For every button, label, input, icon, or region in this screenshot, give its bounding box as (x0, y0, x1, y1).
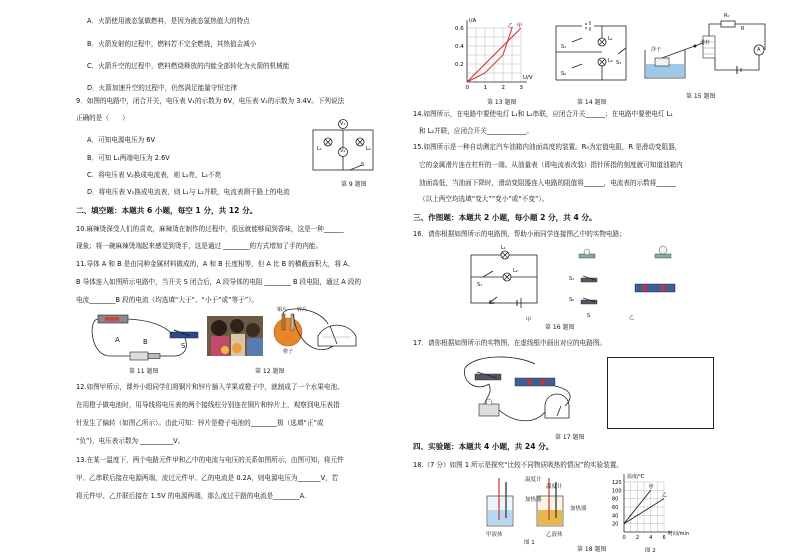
fig18-y-tick: 60 (612, 505, 619, 511)
q12-line3: 针发生了偏转（如图乙所示）。由此可知：锌片是橙子电池的________极（选填“正”或 (76, 419, 324, 427)
fig15-label-slide: 滑杆 (700, 40, 711, 46)
fig13-caption: 第 13 题图 (487, 99, 517, 106)
fig13-x-label: U/V (523, 75, 533, 81)
fig18-y-label: 温度/℃ (627, 474, 645, 480)
section2-heading: 二、填空题：本题共 6 小题，每空 1 分，共 12 分。 (76, 206, 258, 215)
q15-line4: （以上两空均选填“变大”“变小”或“不变”）。 (419, 195, 549, 203)
fig16-label-yi: 乙 (629, 315, 635, 321)
fig18-x-tick: 6 (662, 535, 666, 541)
fig17-answer-box (607, 357, 714, 429)
q11-line1: 11.导体 A 和 B 是由同种金属材料做成的，A 和 B 长度相等，但 A 比 B 的横截面积大，将 A、 (76, 260, 355, 268)
fig13-y-tick: 0.4 (455, 44, 464, 50)
q18-stem: 18.（7 分）如图 1 所示是探究“比较不同物质吸热的情况”的实验装置。 (413, 461, 624, 469)
fig11-label-s: S (181, 342, 186, 350)
fig18-series-label: 乙 (662, 492, 668, 499)
fig9-label-s: S (361, 162, 365, 168)
fig18-label-heater-a: 加热器 (525, 497, 542, 503)
fig13-series-label: 甲 (517, 23, 523, 29)
fig15-label-r0: R₀ (724, 13, 730, 19)
fig18-x-tick: 4 (649, 535, 653, 541)
fig15-label-float: 浮子 (651, 47, 662, 53)
fig18-caption: 第 18 题图 (577, 546, 607, 553)
fig12-orange-battery (268, 310, 358, 365)
fig16-label-rb: S₂ (569, 297, 575, 303)
q13-line3: 将元件甲、乙并联后接在 1.5V 的电源两端，那么流过干路的电流是________A. (76, 492, 307, 500)
q15-line3: 油面高低，当油面下降时，滑动变阻器连入电路的阻值将______，电流表的示数将______ (419, 179, 677, 187)
q12-line1: 12.如图甲所示，课外小组同学们将铜片和锌片插入苹果或橙子中，就制成了一个水果电池。 (76, 383, 344, 391)
fig15-fuel-gauge (641, 20, 767, 86)
fig12-students-photo (207, 316, 263, 356)
fig14-caption: 第 14 题图 (577, 99, 607, 106)
fig13-y-tick: 0.6 (455, 26, 464, 32)
fig18-x-tick: 0 (622, 535, 626, 541)
fig18-y-tick: 120 (612, 480, 622, 486)
q12-line2: 在用橙子做电池时，用导线将电压表的两个接线柱分别连在铜片和锌片上，观察到电压表指 (76, 401, 340, 409)
fig17-physical-circuit (455, 354, 585, 432)
fig12-label-orange: 橙子 (283, 349, 294, 355)
fig9-label-v1: V₁ (340, 121, 346, 127)
fig18-label-thermometer: 温度计 (525, 477, 542, 483)
q14-line2: 和 L₂并联，应闭合开关____________。 (419, 127, 533, 135)
fig18-label-heater-b: 加热器 (570, 506, 587, 512)
fig18-y-tick: 40 (612, 513, 619, 520)
fig18-y-tick: 80 (612, 496, 619, 503)
fig15-label-a: A (757, 47, 761, 53)
fig11-caption: 第 11 题图 (129, 368, 159, 375)
fig17-caption: 第 17 题图 (555, 434, 585, 441)
fig11-circuit (90, 312, 200, 362)
q9-option-c: C．将电压表 V₂换成电流表，则 L₁亮，L₂不亮 (87, 171, 222, 179)
fig13-chart (453, 16, 533, 92)
fig15-label-r: R (741, 26, 745, 32)
fig11-label-b: B (143, 338, 148, 346)
fig16-jia-circuit (465, 247, 545, 309)
q11-line3: 电流________B 段的电流（均选填“大于”、“小于”或“等于”）。 (76, 296, 259, 304)
fig12-label-cu: 铜片 (277, 307, 288, 313)
fig13-y-label: I/A (469, 18, 477, 24)
fig18-label-liquid-b: 乙液体 (546, 532, 563, 538)
q14-line1: 14.如图所示，在电路中要使电灯 L₁和 L₂串联，应闭合开关______；在电路中要使电灯 L₁ (413, 110, 673, 118)
fig14-label-s3: S₃ (616, 60, 622, 66)
q12-line4: “负”)，电压表示数为 __________V。 (76, 437, 185, 445)
fig18-label-fig2: 图 2 (645, 548, 656, 554)
section3-heading: 三、作图题：本题共 2 小题，每小题 2 分，共 4 分。 (413, 213, 597, 222)
fig14-label-s1: S₁ (561, 44, 567, 50)
fig16-label-s2: S₂ (489, 300, 495, 306)
fig16-label-ra: S₁ (569, 276, 575, 282)
fig11-label-a: A (115, 336, 120, 344)
fig9-label-l1: L₁ (317, 146, 322, 152)
fig9-caption: 第 9 题图 (341, 181, 367, 188)
fig13-x-tick: 1 (483, 85, 487, 91)
q13-line2: 甲、乙串联后接在电源两端，流过元件甲、乙的电流是 0.2A，则电源电压为_______V，若 (76, 474, 339, 482)
fig16-label-l2: L₂ (513, 268, 518, 274)
fig18-series-label: 甲 (648, 484, 654, 491)
fig12-caption: 第 12 题图 (255, 368, 285, 375)
q10-line1: 10.麻辣烫深受人们的喜欢，麻辣烫在制作的过程中，很远就能够闻到香味，这是一种______ (76, 225, 344, 233)
fig18-x-label: 时间/min (668, 531, 690, 537)
fig9-label-l2: L₂ (366, 146, 371, 152)
fig9-label-v2: V₂ (340, 148, 346, 154)
fig15-caption: 第 15 题图 (686, 93, 716, 100)
q8-option-b: B．火箭发射的过程中，燃料若不完全燃烧，其热值会减小 (87, 40, 257, 48)
fig16-label-jia: 甲 (526, 317, 532, 323)
fig13-series-label: 乙 (508, 23, 514, 29)
q9-option-a: A．可知电源电压为 6V (87, 136, 156, 144)
fig18-y-tick: 20 (612, 521, 619, 528)
q15-line2: 它的金属滑片连在杠杆的一端。从油量表（即电流表改装）指针所指的刻度就可知道油箱内 (419, 161, 683, 169)
q10-line2: 现象；将一碗麻辣烫端起来感觉到烫手，这是通过 ________的方式增加了手的内能。 (76, 242, 323, 250)
fig13-y-tick: 0.2 (455, 62, 464, 68)
fig18-x-tick: 2 (635, 535, 640, 541)
section4-heading: 四、实验题：本题共 4 小题，共 24 分。 (413, 442, 554, 451)
fig18-label-liquid-a: 甲液体 (486, 532, 503, 538)
q9-stem-line2: 正确的是（ ） (76, 114, 129, 122)
q8-option-c: C．火箭升空的过程中，燃料燃烧释放的内能全部转化为火箭的机械能 (87, 62, 290, 70)
fig18-label-thermometer-b: 温度计 (546, 484, 563, 490)
q9-option-d: D．将电压表 V₁换成电流表，则 L₁与 L₂并联，电流表测干路上的电流 (87, 188, 290, 196)
fig13-x-tick: 3 (519, 85, 523, 91)
q16-stem: 16．请你根据如图所示的电路图，帮助小雨同学连接图乙中的实物电路； (413, 230, 626, 238)
fig18-chart (610, 472, 710, 542)
fig14-label-s2: S₂ (561, 71, 567, 77)
q11-line2: B 导体连入如图所示电路中，当开关 S 闭合后，A 段导体的电阻 ________ B 段电阻，通过 A 段的 (76, 278, 362, 286)
q15-line1: 15.如图所示是一种自动测定汽车油箱内油面高度的装置。R₀为定值电阻，R 是滑动变阻器， (413, 143, 682, 151)
fig13-x-tick: 0 (465, 85, 469, 91)
q8-option-a: A．火箭使用液态氢做燃料，是因为液态氢热值大的特点 (87, 17, 250, 25)
q9-stem-line1: 9．如图的电路中，闭合开关，电压表 V₁的示数为 6V，电压表 V₂的示数为 3.4V。下列说法 (76, 97, 345, 105)
q17-stem: 17．请你根据如图所示的实物图，在虚线框中画出对应的电路图。 (413, 339, 607, 347)
fig12-label-zn: 锌片 (297, 307, 308, 313)
fig16-label-s1: S₁ (477, 282, 483, 288)
q8-option-d: D．火箭加速升空的过程中，仍然满足能量守恒定律 (87, 84, 238, 92)
fig16-yi-components (565, 248, 695, 314)
fig16-label-s: S (587, 313, 591, 319)
fig14-label-l2: L₂ (608, 58, 613, 64)
q13-line1: 13.在某一温度下，两个电路元件甲和乙中的电流与电压的关系如图所示，由图可知，将元件 (76, 456, 344, 464)
fig16-caption: 第 16 题图 (545, 324, 575, 331)
q9-option-b: B．可知 L₁两端电压为 2.6V (87, 154, 170, 162)
fig18-label-fig1: 图 1 (524, 540, 535, 546)
fig18-y-tick: 100 (612, 488, 622, 495)
fig13-x-tick: 2 (501, 85, 505, 91)
fig14-label-l1: L₁ (608, 36, 613, 42)
right-column (405, 0, 794, 560)
fig16-label-l1: L₁ (501, 245, 506, 251)
